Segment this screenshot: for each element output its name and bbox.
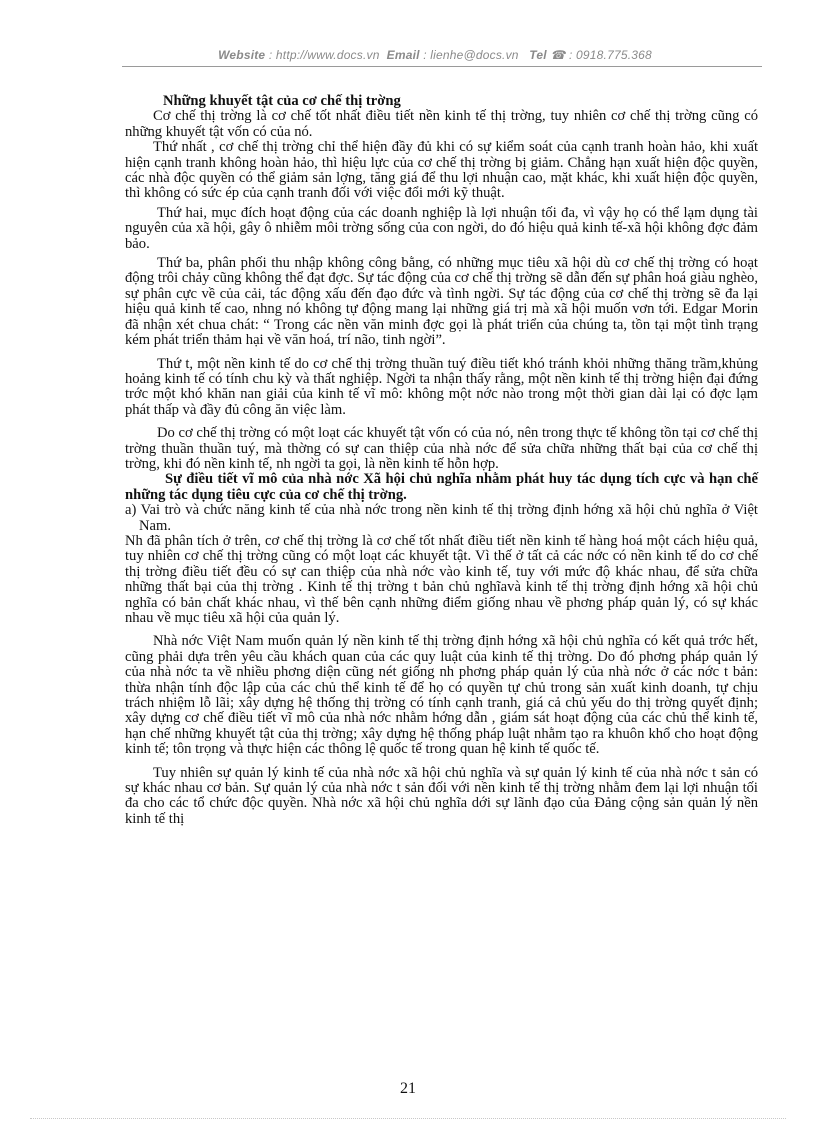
paragraph: Thứ nhất , cơ chế thị trờng chỉ thể hiện đầy đủ khi có sự kiểm soát của cạnh tranh hoàn hảo, khi xuất hiện cạnh tranh không hoàn hảo, thì hiệu lực của cơ chế thị trờng bị giảm. Chẳng hạn xuất hiện độc quyền, các nhà độc quyền có thể giảm sản lợng, tăng giá để thu lợi nhuận cao, mặt khác, khi xuất hiện độc quyền, thì không có sức ép của cạnh tranh đối với việc đổi mới kỹ thuật. xyxy=(125,139,758,202)
tel-value: ☎ : 0918.775.368 xyxy=(550,48,652,62)
page-header xyxy=(115,48,755,62)
document-body xyxy=(125,94,758,827)
paragraph: Thứ ba, phân phối thu nhập không công bằng, có những mục tiêu xã hội dù cơ chế thị trờng có hoạt động trôi chảy cũng không thể đạt đợc. Sự tác động của cơ chế thị trờng sẽ dẫn đến sự phân hoá giàu nghèo, sự phân cực về của cải, tác động xấu đến đạo đức và tình ngời. Sự tác động của cơ chế thị trờng sẽ đa lại hiệu quả kinh tế cao, nhng nó không tự động mang lại những giá trị mà xã hội muốn vơn tới. Edgar Morin đã nhận xét chua chát: “ Trong các nền văn minh đợc gọi là phát triển của chúng ta, tồn tại một tình trạng kém phát triển thảm hại về văn hoá, trí não, tinh ngời”. xyxy=(125,255,758,349)
paragraph: Cơ chế thị trờng là cơ chế tốt nhất điều tiết nền kinh tế thị trờng, tuy nhiên cơ chế thị trờng cũng có những khuyết tật vốn có của nó. xyxy=(125,108,758,140)
footer-divider xyxy=(30,1118,786,1119)
paragraph: Do cơ chế thị trờng có một loạt các khuyết tật vốn có của nó, nên trong thực tế không tồn tại cơ chế thị trờng thuần thuần tuý, mà thờng có sự can thiệp của nhà nớc để sửa chữa những thất bại của cơ chế thị trờng, khi đó nền kinh tế, nh ngời ta gọi, là nền kinh tế hỗn hợp. xyxy=(125,425,758,472)
page-number: 21 xyxy=(400,1080,416,1097)
header-divider xyxy=(122,66,762,67)
paragraph: Nh đã phân tích ở trên, cơ chế thị trờng là cơ chế tốt nhất điều tiết nền kinh tế hàng hoá một cách hiệu quả, tuy nhiên cơ chế thị trờng cũng có một loạt các khuyết tật. Vì thế ở tất cả các nớc có nền kinh tế do cơ chế thị trờng điều tiết đều có sự can thiệp của nhà nớc vào kinh tế, tuy với mức độ khác nhau, để sửa chữa những thất bại của thị trờng . Kinh tế thị trờng t bản chủ nghĩavà kinh tế thị trờng định hớng xã hội chủ nghĩa có bản chất khác nhau, vì thế bên cạnh những điểm giống nhau về phơng pháp quản lý, có sự khác nhau về mục tiêu xã hội của quản lý. xyxy=(125,532,758,626)
subsection-a: a) Vai trò và chức năng kinh tế của nhà nớc trong nền kinh tế thị trờng định hớng xã hội chủ nghĩa ở Việt Nam. xyxy=(125,502,758,534)
paragraph: Thứ hai, mục đích hoạt động của các doanh nghiệp là lợi nhuận tối đa, vì vậy họ có thể lạm dụng tài nguyên của xã hội, gây ô nhiễm môi trờng sống của con ngời, do đó hiệu quả kinh tế-xã hội không đợc đảm bảo. xyxy=(125,204,758,252)
website-label: Website xyxy=(218,48,266,62)
paragraph: Tuy nhiên sự quản lý kinh tế của nhà nớc xã hội chủ nghĩa và sự quản lý kinh tế của nhà nớc t sản có sự khác nhau cơ bản. Sự quản lý của nhà nớc t sản đối với nền kinh tế thị trờng nhằm đem lại lợi nhuận tối đa cho các tổ chức độc quyền. Nhà nớc xã hội chủ nghĩa dới sự lãnh đạo của Đảng cộng sản quản lý nền kinh tế thị xyxy=(125,764,758,827)
paragraph: Nhà nớc Việt Nam muốn quản lý nền kinh tế thị trờng định hớng xã hội chủ nghĩa có kết quả trớc hết, cũng phải dựa trên yêu cầu khách quan của các quy luật của kinh tế thị trờng. Do đó phơng pháp quản lý của nhà nớc ta về nhiều phơng diện cũng nét giống nh phơng pháp quản lý của nhà nớc ở các nớc t bản: thừa nhận tính độc lập của các chủ thể kinh tế để họ có quyền tự chủ trong sản xuất kinh doanh, tự chịu trách nhiệm lỗ lãi; xây dựng hệ thống thị trờng có tính cạnh tranh, giá cả chủ yếu do thị trờng quyết định; xây dựng cơ chế điều tiết vĩ mô của nhà nớc nhằm hớng dẫn , giám sát hoạt động của các chủ thể kinh tế, hạn chế những khuyết tật của thị trờng; xây dựng hệ thống pháp luật nhằm tạo ra khuôn khổ cho hoạt động kinh tế; tôn trọng và thực hiện các thông lệ quốc tế trong quan hệ kinh tế quốc tế. xyxy=(125,633,758,758)
section-heading: Những khuyết tật của cơ chế thị trờng xyxy=(163,93,401,109)
section-title: Sự điều tiết vĩ mô của nhà nớc Xã hội chủ nghĩa nhằm phát huy tác dụng tích cực và hạn chế những tác dụng tiêu cực của cơ chế thị trờng. xyxy=(125,471,758,503)
paragraph: Thứ t, một nền kinh tế do cơ chế thị trờng thuần tuý điều tiết khó tránh khỏi những thăng trầm,khủng hoảng kinh tế có tính chu kỳ và thất nghiệp. Ngời ta nhận thấy rằng, một nền kinh tế thị trờng hiện đại đứng trớc một khó khăn nan giải của kinh tế vĩ mô: không một nớc nào trong một thời gian dài lại có đợc lạm phát thấp và đầy đủ công ăn việc làm. xyxy=(125,355,758,418)
website-value: : http://www.docs.vn xyxy=(268,48,380,62)
email-label: Email xyxy=(386,48,420,62)
tel-label: Tel xyxy=(529,48,547,62)
email-value: : lienhe@docs.vn xyxy=(423,48,519,62)
